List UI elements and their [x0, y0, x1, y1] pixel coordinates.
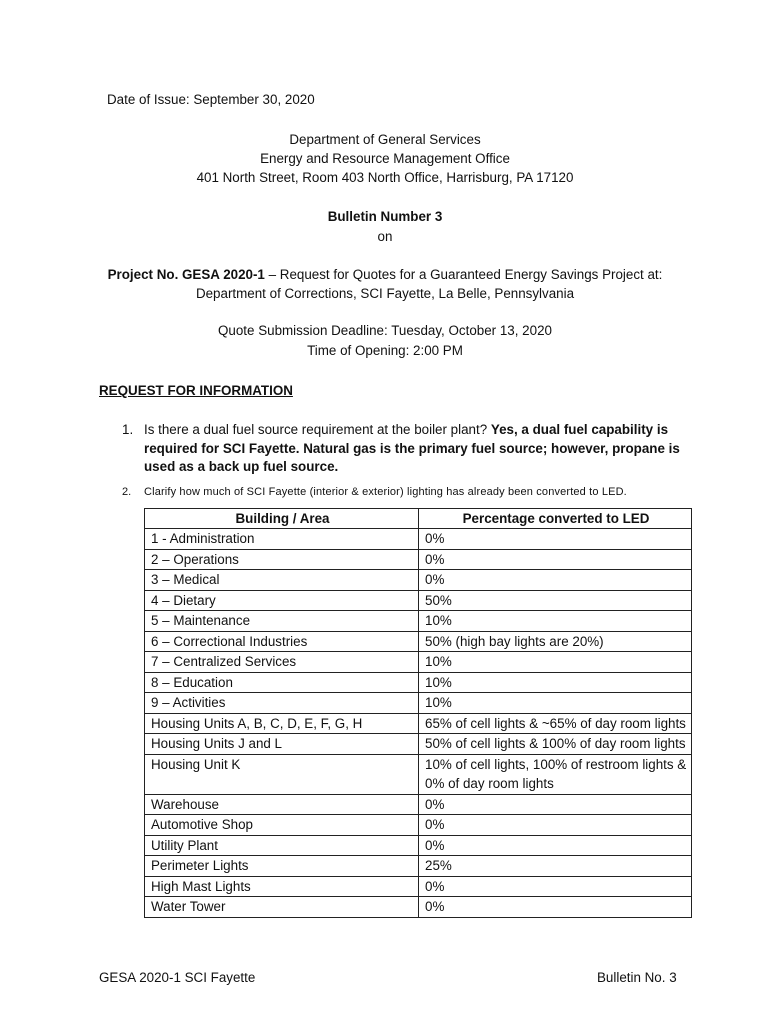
question-2-text: Clarify how much of SCI Fayette (interior & exterior) lighting has already been converted to LED.	[144, 486, 627, 498]
column-header-building: Building / Area	[145, 509, 419, 529]
percentage-cell: 10%	[419, 693, 692, 714]
table-row	[145, 590, 692, 611]
submission-deadline: Quote Submission Deadline: Tuesday, October 13, 2020	[218, 323, 552, 338]
question-2-number: 2.	[122, 486, 132, 498]
table-row	[145, 611, 692, 632]
table-row	[145, 815, 692, 836]
table-row	[145, 856, 692, 877]
table-row	[145, 734, 692, 755]
question-1-text: Is there a dual fuel source requirement at the boiler plant?	[144, 422, 491, 437]
column-header-percentage: Percentage converted to LED	[419, 509, 692, 529]
percentage-cell: 0%	[419, 876, 692, 897]
percentage-cell: 0%	[419, 815, 692, 836]
building-cell: 1 - Administration	[145, 529, 419, 550]
building-cell: Water Tower	[145, 897, 419, 918]
building-cell: 3 – Medical	[145, 570, 419, 591]
table-row	[145, 897, 692, 918]
footer-bulletin: Bulletin No. 3	[597, 970, 677, 985]
office-address: 401 North Street, Room 403 North Office, Harrisburg, PA 17120	[196, 170, 574, 185]
percentage-cell: 10%	[419, 652, 692, 673]
percentage-cell: 10% of cell lights, 100% of restroom lights & 0% of day room lights	[419, 754, 692, 794]
project-location: Department of Corrections, SCI Fayette, La Belle, Pennsylvania	[195, 286, 575, 301]
percentage-cell: 0%	[419, 529, 692, 550]
table-row	[145, 652, 692, 673]
project-number: Project No. GESA 2020-1	[107, 267, 265, 282]
table-row	[145, 754, 692, 794]
building-cell: 7 – Centralized Services	[145, 652, 419, 673]
office-name: Energy and Resource Management Office	[260, 151, 510, 166]
table-row	[145, 876, 692, 897]
building-cell: 2 – Operations	[145, 549, 419, 570]
department-name: Department of General Services	[289, 132, 481, 147]
table-body	[145, 529, 692, 918]
footer-project: GESA 2020-1 SCI Fayette	[99, 970, 256, 985]
question-1	[144, 421, 696, 477]
building-cell: 9 – Activities	[145, 693, 419, 714]
rfi-heading: REQUEST FOR INFORMATION	[99, 383, 293, 398]
percentage-cell: 50%	[419, 590, 692, 611]
table-header-row	[145, 509, 692, 529]
bulletin-on: on	[377, 229, 393, 244]
building-cell: Housing Unit K	[145, 754, 419, 794]
table-row	[145, 794, 692, 815]
project-line	[0, 266, 770, 284]
date-of-issue: Date of Issue: September 30, 2020	[107, 92, 315, 107]
table-row	[145, 631, 692, 652]
opening-time: Time of Opening: 2:00 PM	[307, 343, 463, 358]
building-cell: High Mast Lights	[145, 876, 419, 897]
percentage-cell: 50% of cell lights & 100% of day room lights	[419, 734, 692, 755]
building-cell: Automotive Shop	[145, 815, 419, 836]
table-row	[145, 549, 692, 570]
bulletin-title: Bulletin Number 3	[327, 209, 443, 224]
percentage-cell: 50% (high bay lights are 20%)	[419, 631, 692, 652]
table-row	[145, 713, 692, 734]
led-conversion-table	[144, 508, 692, 918]
building-cell: Perimeter Lights	[145, 856, 419, 877]
building-cell: Housing Units J and L	[145, 734, 419, 755]
project-description: – Request for Quotes for a Guaranteed Energy Savings Project at:	[264, 267, 663, 282]
building-cell: 8 – Education	[145, 672, 419, 693]
percentage-cell: 25%	[419, 856, 692, 877]
question-1-number: 1.	[122, 422, 134, 437]
percentage-cell: 0%	[419, 794, 692, 815]
percentage-cell: 10%	[419, 672, 692, 693]
percentage-cell: 10%	[419, 611, 692, 632]
percentage-cell: 0%	[419, 570, 692, 591]
building-cell: 6 – Correctional Industries	[145, 631, 419, 652]
percentage-cell: 0%	[419, 549, 692, 570]
building-cell: Housing Units A, B, C, D, E, F, G, H	[145, 713, 419, 734]
table-row	[145, 672, 692, 693]
percentage-cell: 0%	[419, 835, 692, 856]
building-cell: Utility Plant	[145, 835, 419, 856]
table-row	[145, 529, 692, 550]
table-row	[145, 693, 692, 714]
percentage-cell: 0%	[419, 897, 692, 918]
table-row	[145, 570, 692, 591]
question-1-answer: Yes, a dual fuel capability is required for SCI Fayette. Natural gas is the primary fuel source; however, propane is used as a back up fuel source.	[144, 422, 680, 474]
table-row	[145, 835, 692, 856]
percentage-cell: 65% of cell lights & ~65% of day room lights	[419, 713, 692, 734]
building-cell: Warehouse	[145, 794, 419, 815]
building-cell: 4 – Dietary	[145, 590, 419, 611]
building-cell: 5 – Maintenance	[145, 611, 419, 632]
